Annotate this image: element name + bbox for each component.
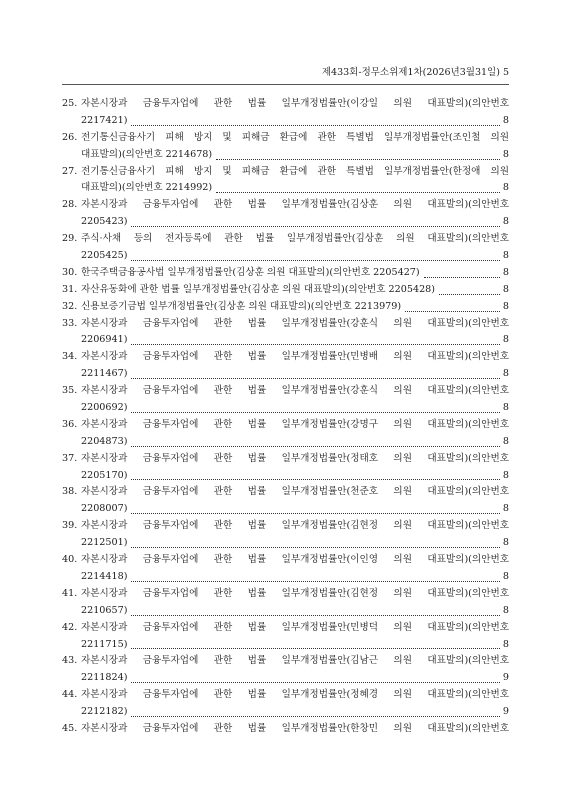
page-number: 8 (502, 435, 509, 447)
entry-number: 38. (62, 486, 78, 498)
page-number: 8 (502, 148, 509, 160)
entry-title: 2200692) (81, 402, 128, 414)
dot-leader (131, 400, 499, 413)
dot-leader (439, 282, 500, 295)
toc-entry-line (62, 603, 509, 620)
toc-entry (62, 620, 509, 654)
toc-entry-line (62, 535, 509, 552)
toc-entry (62, 96, 509, 130)
toc-entry (62, 282, 509, 299)
toc-entry (62, 299, 509, 316)
toc-entry (62, 552, 509, 586)
toc-entry (62, 687, 509, 721)
toc-entry-line (62, 383, 509, 400)
toc-entry-line (62, 164, 509, 181)
entry-title: 자산유동화에 관한 법률 일부개정법률안(김상훈 의원 대표발의)(의안번호 2205428) (81, 283, 436, 295)
entry-number: 28. (62, 199, 78, 211)
page-header: 제433회-정무소위제1차(2026년3월31일) 5 (321, 67, 509, 78)
table-of-contents (62, 96, 509, 738)
dot-leader (131, 535, 499, 548)
dot-leader (405, 299, 500, 312)
entry-title: 자본시장과 금융투자업에 관한 법률 일부개정법률안(김현정 의원 대표발의)(의안번호 (81, 587, 509, 599)
entry-title: 자본시장과 금융투자업에 관한 법률 일부개정법률안(김현정 의원 대표발의)(의안번호 (81, 520, 509, 532)
dot-leader (131, 332, 499, 345)
toc-entry (62, 130, 509, 164)
entry-number: 45. (62, 722, 78, 734)
header-rule (62, 84, 509, 85)
toc-entry-line (62, 265, 509, 282)
page-number: 8 (502, 250, 509, 262)
entry-title: 2217421) (81, 114, 128, 126)
entry-number: 40. (62, 554, 78, 566)
dot-leader (131, 468, 499, 481)
toc-entry-line (62, 214, 509, 231)
entry-title: 대표발의)(의안번호 2214678) (81, 148, 213, 160)
toc-entry-line (62, 518, 509, 535)
entry-title: 자본시장과 금융투자업에 관한 법률 일부개정법률안(강명구 의원 대표발의)(의안번호 (81, 418, 509, 430)
dot-leader (131, 248, 499, 261)
page-number: 8 (502, 638, 509, 650)
entry-title: 2212501) (81, 537, 128, 549)
entry-title: 주식·사채 등의 전자등록에 관한 법률 일부개정법률안(김상훈 의원 대표발의)(의안번호 (81, 233, 509, 245)
toc-entry-line (62, 96, 509, 113)
entry-number: 37. (62, 452, 78, 464)
entry-number: 35. (62, 385, 78, 397)
toc-entry-line (62, 687, 509, 704)
toc-entry-line (62, 400, 509, 417)
entry-title: 자본시장과 금융투자업에 관한 법률 일부개정법률안(한창민 의원 대표발의)(의안번호 (81, 722, 509, 734)
entry-title: 자본시장과 금융투자업에 관한 법률 일부개정법률안(강훈식 의원 대표발의)(의안번호 (81, 385, 509, 397)
toc-entry (62, 586, 509, 620)
entry-title: 자본시장과 금융투자업에 관한 법률 일부개정법률안(정태호 의원 대표발의)(의안번호 (81, 452, 509, 464)
toc-entry-line (62, 586, 509, 603)
page-number: 8 (502, 283, 509, 295)
page-number: 8 (502, 570, 509, 582)
dot-leader (131, 637, 499, 650)
dot-leader (131, 434, 499, 447)
toc-entry-line (62, 653, 509, 670)
toc-entry-line (62, 113, 509, 130)
toc-entry (62, 721, 509, 738)
toc-entry (62, 349, 509, 383)
entry-title: 2214418) (81, 570, 128, 582)
toc-entry-line (62, 484, 509, 501)
toc-entry (62, 653, 509, 687)
dot-leader (216, 180, 500, 193)
page-number: 8 (502, 604, 509, 616)
entry-title: 2208007) (81, 503, 128, 515)
entry-number: 43. (62, 655, 78, 667)
toc-entry (62, 451, 509, 485)
toc-entry (62, 518, 509, 552)
toc-entry (62, 417, 509, 451)
entry-number: 30. (62, 266, 78, 278)
entry-title: 자본시장과 금융투자업에 관한 법률 일부개정법률안(정혜경 의원 대표발의)(의안번호 (81, 689, 509, 701)
dot-leader (131, 501, 499, 514)
entry-title: 자본시장과 금융투자업에 관한 법률 일부개정법률안(민병배 의원 대표발의)(의안번호 (81, 351, 509, 363)
toc-entry (62, 164, 509, 198)
toc-entry-line (62, 620, 509, 637)
entry-number: 25. (62, 98, 78, 109)
toc-entry-line (62, 670, 509, 687)
dot-leader (131, 569, 499, 582)
page-number: 8 (502, 537, 509, 549)
toc-entry-line (62, 316, 509, 333)
entry-title: 전기통신금융사기 피해 방지 및 피해금 환급에 관한 특별법 일부개정법률안(조인철 의원 (81, 131, 509, 143)
entry-number: 27. (62, 165, 78, 177)
page-number: 9 (502, 706, 509, 718)
entry-number: 42. (62, 621, 78, 633)
page-number: 8 (502, 368, 509, 380)
entry-number: 36. (62, 418, 78, 430)
toc-entry-line (62, 501, 509, 518)
entry-title: 대표발의)(의안번호 2214992) (81, 182, 213, 194)
entry-title: 자본시장과 금융투자업에 관한 법률 일부개정법률안(천준호 의원 대표발의)(의안번호 (81, 486, 509, 498)
toc-entry-line (62, 299, 509, 316)
entry-number: 32. (62, 300, 78, 312)
entry-title: 자본시장과 금융투자업에 관한 법률 일부개정법률안(이강일 의원 대표발의)(의안번호 (81, 98, 509, 109)
dot-leader (424, 265, 500, 278)
entry-number: 31. (62, 283, 78, 295)
toc-entry-line (62, 569, 509, 586)
entry-title: 2206941) (81, 334, 128, 346)
toc-entry-line (62, 282, 509, 299)
entry-number: 34. (62, 351, 78, 363)
entry-title: 자본시장과 금융투자업에 관한 법률 일부개정법률안(이인영 의원 대표발의)(의안번호 (81, 554, 509, 566)
entry-number: 44. (62, 689, 78, 701)
toc-entry (62, 484, 509, 518)
entry-title: 2211715) (81, 638, 128, 650)
entry-number: 33. (62, 317, 78, 329)
toc-entry-line (62, 704, 509, 721)
toc-entry (62, 197, 509, 231)
page-number: 8 (502, 182, 509, 194)
toc-entry-line (62, 417, 509, 434)
page-number: 8 (502, 469, 509, 481)
page-number: 8 (502, 503, 509, 515)
page-number: 8 (502, 402, 509, 414)
toc-entry-line (62, 231, 509, 248)
dot-leader (131, 366, 499, 379)
toc-entry-line (62, 349, 509, 366)
entry-number: 39. (62, 520, 78, 532)
entry-title: 전기통신금융사기 피해 방지 및 피해금 환급에 관한 특별법 일부개정법률안(한정애 의원 (81, 165, 509, 177)
toc-entry-line (62, 366, 509, 383)
toc-entry-line (62, 637, 509, 654)
dot-leader (131, 113, 499, 126)
toc-entry (62, 383, 509, 417)
toc-entry (62, 265, 509, 282)
dot-leader (131, 670, 499, 683)
page-number: 8 (502, 216, 509, 228)
entry-title: 자본시장과 금융투자업에 관한 법률 일부개정법률안(김상훈 의원 대표발의)(의안번호 (81, 199, 509, 211)
dot-leader (131, 214, 499, 227)
entry-title: 2205170) (81, 469, 128, 481)
entry-title: 자본시장과 금융투자업에 관한 법률 일부개정법률안(민병덕 의원 대표발의)(의안번호 (81, 621, 509, 633)
toc-entry-line (62, 468, 509, 485)
toc-entry-line (62, 197, 509, 214)
entry-title: 2204873) (81, 435, 128, 447)
entry-number: 26. (62, 131, 78, 143)
entry-number: 41. (62, 587, 78, 599)
entry-title: 2205423) (81, 216, 128, 228)
entry-title: 신용보증기금법 일부개정법률안(김상훈 의원 대표발의)(의안번호 2213979) (81, 300, 402, 312)
page-number: 8 (502, 334, 509, 346)
toc-entry-line (62, 147, 509, 164)
entry-title: 2211467) (81, 368, 128, 380)
toc-entry-line (62, 130, 509, 147)
toc-entry-line (62, 434, 509, 451)
dot-leader (131, 603, 499, 616)
dot-leader (131, 704, 499, 717)
entry-title: 2210657) (81, 604, 128, 616)
toc-entry-line (62, 451, 509, 468)
entry-title: 2211824) (81, 672, 128, 684)
entry-title: 2212182) (81, 706, 128, 718)
entry-number: 29. (62, 233, 78, 245)
entry-title: 2205425) (81, 250, 128, 262)
toc-entry-line (62, 332, 509, 349)
entry-title: 자본시장과 금융투자업에 관한 법률 일부개정법률안(김남근 의원 대표발의)(의안번호 (81, 655, 509, 667)
page-number: 8 (502, 300, 509, 312)
page-number: 9 (502, 672, 509, 684)
toc-entry (62, 316, 509, 350)
toc-entry-line (62, 721, 509, 738)
entry-title: 한국주택금융공사법 일부개정법률안(김상훈 의원 대표발의)(의안번호 2205427) (81, 266, 420, 278)
toc-entry-line (62, 248, 509, 265)
toc-entry-line (62, 552, 509, 569)
toc-entry-line (62, 180, 509, 197)
page-number: 8 (502, 114, 509, 126)
dot-leader (216, 147, 500, 160)
toc-entry (62, 231, 509, 265)
entry-title: 자본시장과 금융투자업에 관한 법률 일부개정법률안(강훈식 의원 대표발의)(의안번호 (81, 317, 509, 329)
page-number: 8 (502, 266, 509, 278)
